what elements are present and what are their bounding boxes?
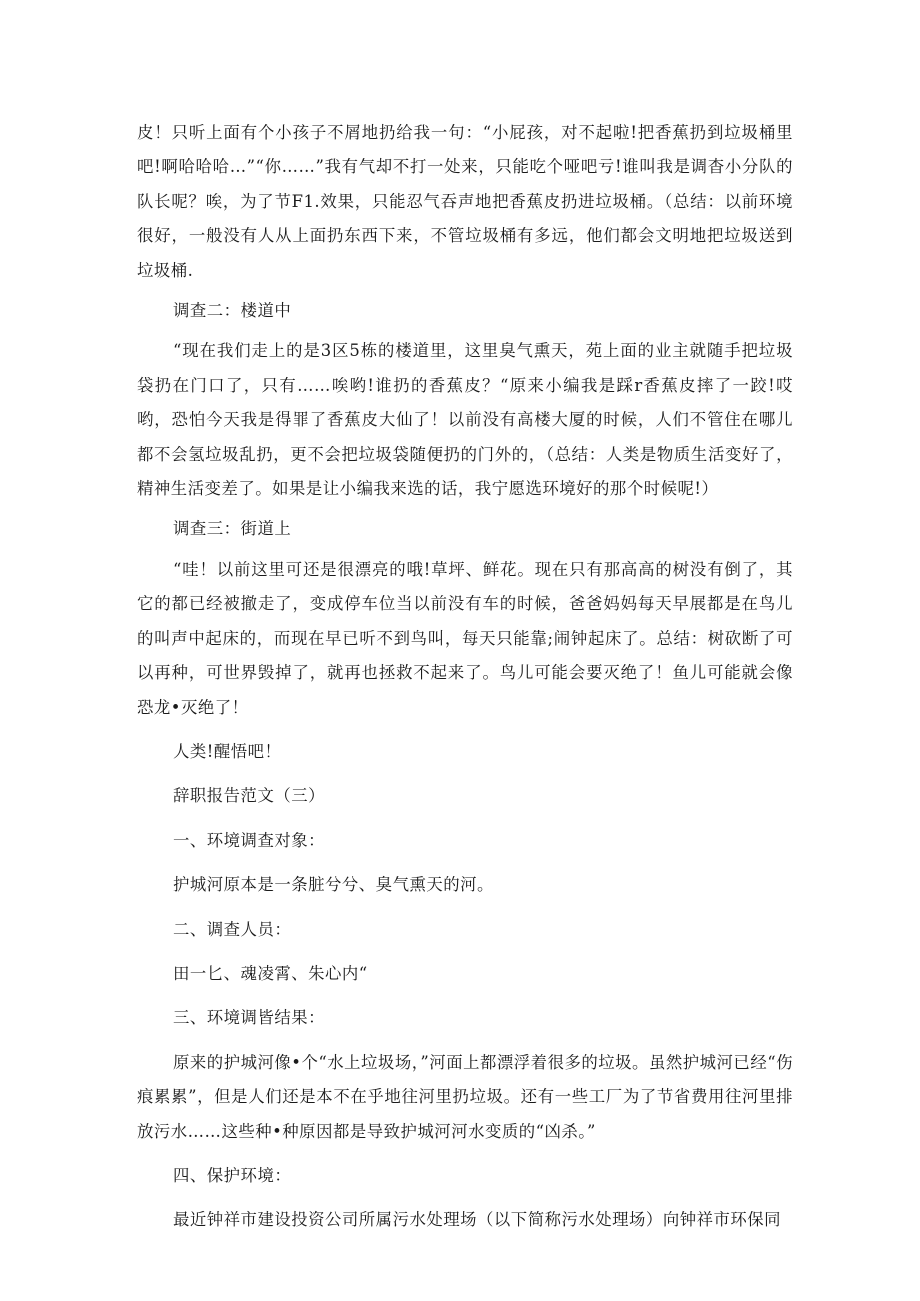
report-heading: 辞职报告范文（三） xyxy=(173,786,326,806)
paragraph-text: “现在我们走上的是3区5栋的楼道里，这里臭气熏天，苑上面的业主就随手把垃圾袋扔在门口了，只有……唉哟!谁扔的香蕉皮？“原来小编我是踩r香蕉皮摔了一跤!哎哟，恐怕今天我是得罪了香蕉皮大仙了！以前没有高楼大厦的时候，人们不管住在哪儿都不会氢垃圾乱扔，更不会把垃圾袋随便扔的门外的，（总结：人类是物质生活变好了，精神生活变差了。如果是让小编我来选的话，我宁愿选环境好的那个时候呢!） xyxy=(137,341,793,499)
section-heading-3: 三、环境调皆结果： xyxy=(173,1008,326,1028)
document-body xyxy=(137,116,793,1238)
paragraph-text: “哇！以前这里可还是很漂亮的哦!草坪、鲜花。现在只有那高高的树没有倒了，其它的都已经被撤走了，变成停车位当以前没有车的时候，爸爸妈妈每天早展都是在鸟儿的叫声中起床的，而现在早已听不到鸟叫，每天只能靠;闹钟起床了。总结：树砍断了可以再种，可世界毁掉了，就再也拯救不起来了。鸟儿可能会要灭绝了！鱼儿可能就会像恐龙•灭绝了！ xyxy=(137,559,793,717)
paragraph-text: 最近钟祥市建设投资公司所属污水处理场（以下简称污水处理场）向钟祥市环保同 xyxy=(173,1210,782,1230)
paragraph-text: 皮！只听上面有个小孩子不屑地扔给我一句：“小屁孩，对不起啦!把香蕉扔到垃圾桶里吧!啊哈哈哈…”“你……”我有气却不打一处来，只能吃个哑吧亏!谁叫我是调杳小分队的队长呢？唉，为了节F1.效果，只能忍气吞声地把香蕉皮扔进垃圾桶。（总结：以前环境很好，一般没有人从上面扔东西下来，不管垃圾桶有多远，他们都会文明地把垃圾送到垃圾桶. xyxy=(137,123,793,280)
paragraph-text: 田一匕、魂凌霄、朱心内“ xyxy=(173,963,368,983)
paragraph-text: 原来的护城河像•个“水上垃圾场，”河面上都漂浮着很多的垃圾。虽然护城河已经“伤痕累累”，但是人们还是本不在乎地往河里扔垃圾。还有一些工厂为了节省费用往河里排放污水……这些种•种原因都是导致护城河河水变质的“凶杀。” xyxy=(137,1052,793,1141)
section-heading-survey-3: 调查三：街道上 xyxy=(173,519,292,539)
paragraph-text: 护城河原本是一条脏兮兮、臭气熏天的河。 xyxy=(173,875,494,895)
section-heading-4: 四、保护环境： xyxy=(173,1165,292,1185)
section-heading-2: 二、调查人员： xyxy=(173,919,292,939)
paragraph-text: 人类!醒悟吧！ xyxy=(173,741,282,761)
section-heading-1: 一、环境调查对象： xyxy=(173,830,326,850)
section-heading-survey-2: 调查二：楼道中 xyxy=(173,301,292,321)
